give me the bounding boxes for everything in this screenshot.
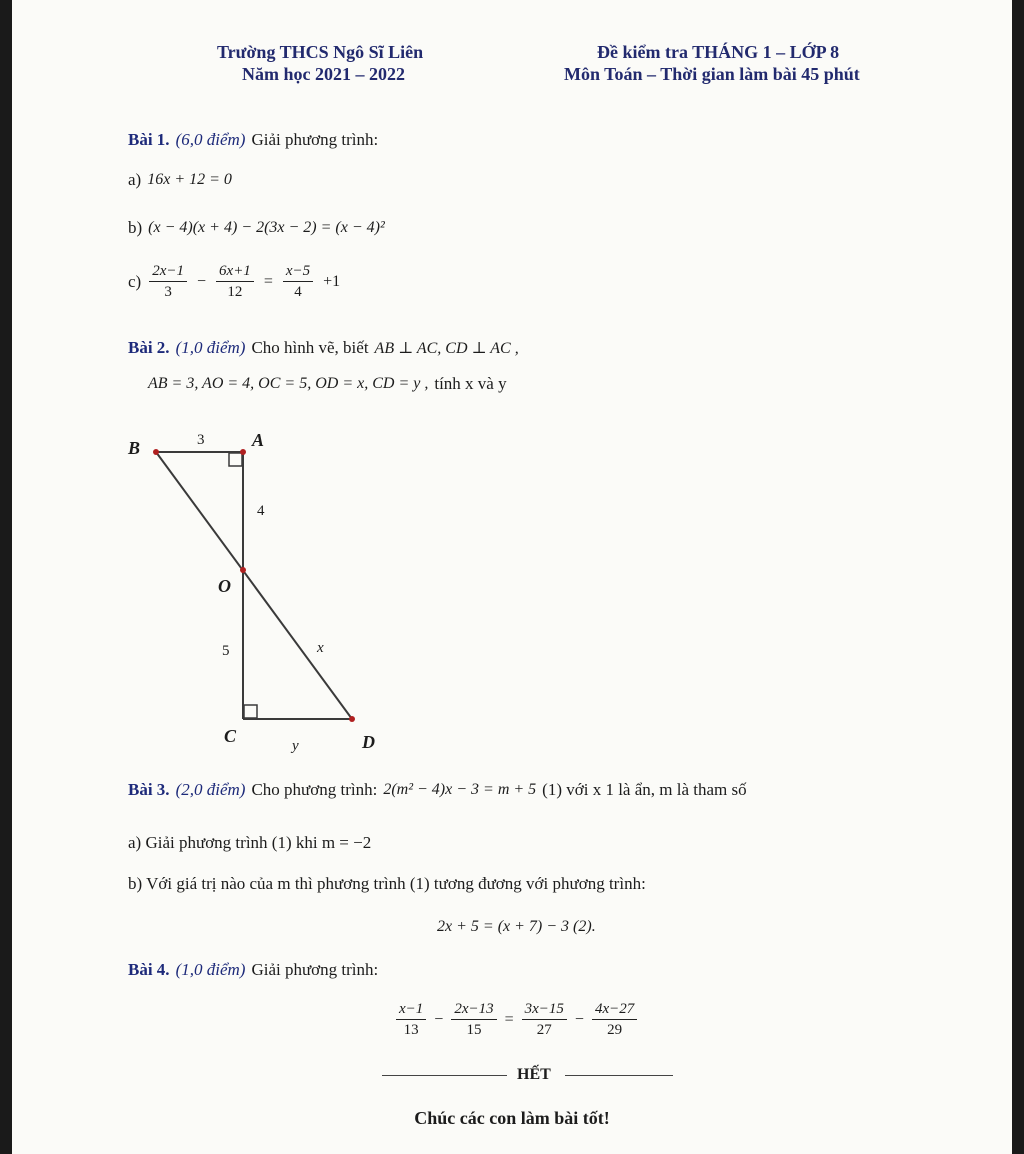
point-B [153,449,159,455]
bai4-prompt: Giải phương trình: [251,960,379,979]
right-angle-A [229,453,242,466]
bai4-f2-num: 2x−13 [451,1000,496,1020]
school-name: Trường THCS Ngô Sĩ Liên [217,42,424,62]
bai1-b [128,218,385,238]
bai4-label: Bài 4. [128,960,170,979]
bai4-heading [128,960,378,980]
bai1-c-equals: = [263,272,273,290]
bai1-c-fraction-2 [216,262,254,301]
right-angle-C [244,705,257,718]
bai2-points: (1,0 điểm) [175,338,246,357]
bai2-prompt: Cho hình vẽ, biết [251,338,369,357]
bai4-f4-num: 4x−27 [592,1000,637,1020]
bai4-f3-num: 3x−15 [522,1000,567,1020]
bai3-heading [128,780,747,800]
bai4-fraction-4 [592,1000,637,1039]
bai4-fraction-3 [522,1000,567,1039]
bai2-lengths: AB = 3, AO = 4, OC = 5, OD = x, CD = y , [148,375,429,392]
end-rule-right [565,1075,673,1076]
bai1-a-letter: a) [128,170,142,189]
label-A: A [252,430,265,450]
bai1-prompt: Giải phương trình: [251,130,379,149]
bai2-given [148,374,507,394]
bai3-label: Bài 3. [128,780,170,799]
label-O: O [218,576,231,596]
bai3-equation-2: 2x + 5 = (x + 7) − 3 (2). [437,918,596,935]
bai1-label: Bài 1. [128,130,170,149]
closing-wish: Chúc các con làm bài tốt! [414,1108,610,1128]
bai4-points: (1,0 điểm) [175,960,246,979]
length-OD: x [317,640,324,656]
bai1-c-fraction-1 [149,262,187,301]
segment-BD [156,452,352,719]
length-AB: 3 [197,432,205,448]
bai1-c-f1-den: 3 [164,284,172,300]
bai2-perpendicular: AB ⊥ AC, CD ⊥ AC , [374,340,519,357]
end-rule-left [382,1075,507,1076]
bai4-minus-1: − [434,1010,444,1028]
exam-paper [12,0,1012,1154]
bai4-f1-den: 13 [403,1022,419,1038]
label-B: B [128,438,141,458]
bai1-b-equation: (x − 4)(x + 4) − 2(3x − 2) = (x − 4)² [148,219,385,236]
point-A [240,449,246,455]
bai1-b-letter: b) [128,218,143,237]
label-C: C [224,726,237,746]
bai3-equation-suffix: (1) với x 1 là ẩn, m là tham số [542,780,747,799]
bai1-c-minus: − [197,272,207,290]
bai1-points: (6,0 điểm) [175,130,246,149]
point-O [240,567,246,573]
bai1-c-tail: +1 [323,272,341,290]
bai1-a [128,170,232,190]
bai4-f3-den: 27 [536,1022,552,1038]
bai2-question: tính x và y [434,374,507,393]
bai1-c-f1-num: 2x−1 [149,262,187,282]
geometry-figure [112,420,432,760]
bai4-f1-num: x−1 [396,1000,426,1020]
bai1-heading [128,130,378,150]
bai3-a-text: a) Giải phương trình (1) khi m = −2 [128,833,372,852]
bai4-minus-2: − [574,1010,584,1028]
length-AO: 4 [257,503,265,519]
length-CD: y [292,738,299,754]
bai4-f4-den: 29 [607,1022,623,1038]
bai2-label: Bài 2. [128,338,170,357]
exam-subject: Môn Toán – Thời gian làm bài 45 phút [564,64,860,84]
bai1-c-f2-den: 12 [227,284,243,300]
bai1-c-fraction-3 [283,262,313,301]
bai4-fraction-2 [451,1000,496,1039]
bai3-a [128,833,371,853]
bai1-c-f3-den: 4 [294,284,302,300]
bai1-c-letter: c) [128,271,142,291]
end-mark: HẾT [517,1066,551,1083]
figure-lines [156,452,352,719]
bai4-equals: = [504,1010,514,1028]
bai3-b [128,874,646,894]
bai4-f2-den: 15 [466,1022,482,1038]
label-D: D [362,732,375,752]
bai4-equation [394,1000,639,1039]
exam-title: Đề kiểm tra THÁNG 1 – LỚP 8 [597,42,840,62]
length-OC: 5 [222,643,230,659]
bai3-points: (2,0 điểm) [175,780,246,799]
bai2-heading [128,338,519,358]
bai1-c-f3-num: x−5 [283,262,313,282]
bai3-equation: 2(m² − 4)x − 3 = m + 5 [383,781,537,798]
bai1-a-equation: 16x + 12 = 0 [147,171,232,188]
school-year: Năm học 2021 – 2022 [242,64,405,84]
bai4-fraction-1 [396,1000,426,1039]
bai3-b-text: b) Với giá trị nào của m thì phương trình (1) tương đương với phương trình: [128,874,646,893]
bai1-c [128,262,342,301]
bai1-c-f2-num: 6x+1 [216,262,254,282]
point-D [349,716,355,722]
bai3-prompt: Cho phương trình: [251,780,378,799]
